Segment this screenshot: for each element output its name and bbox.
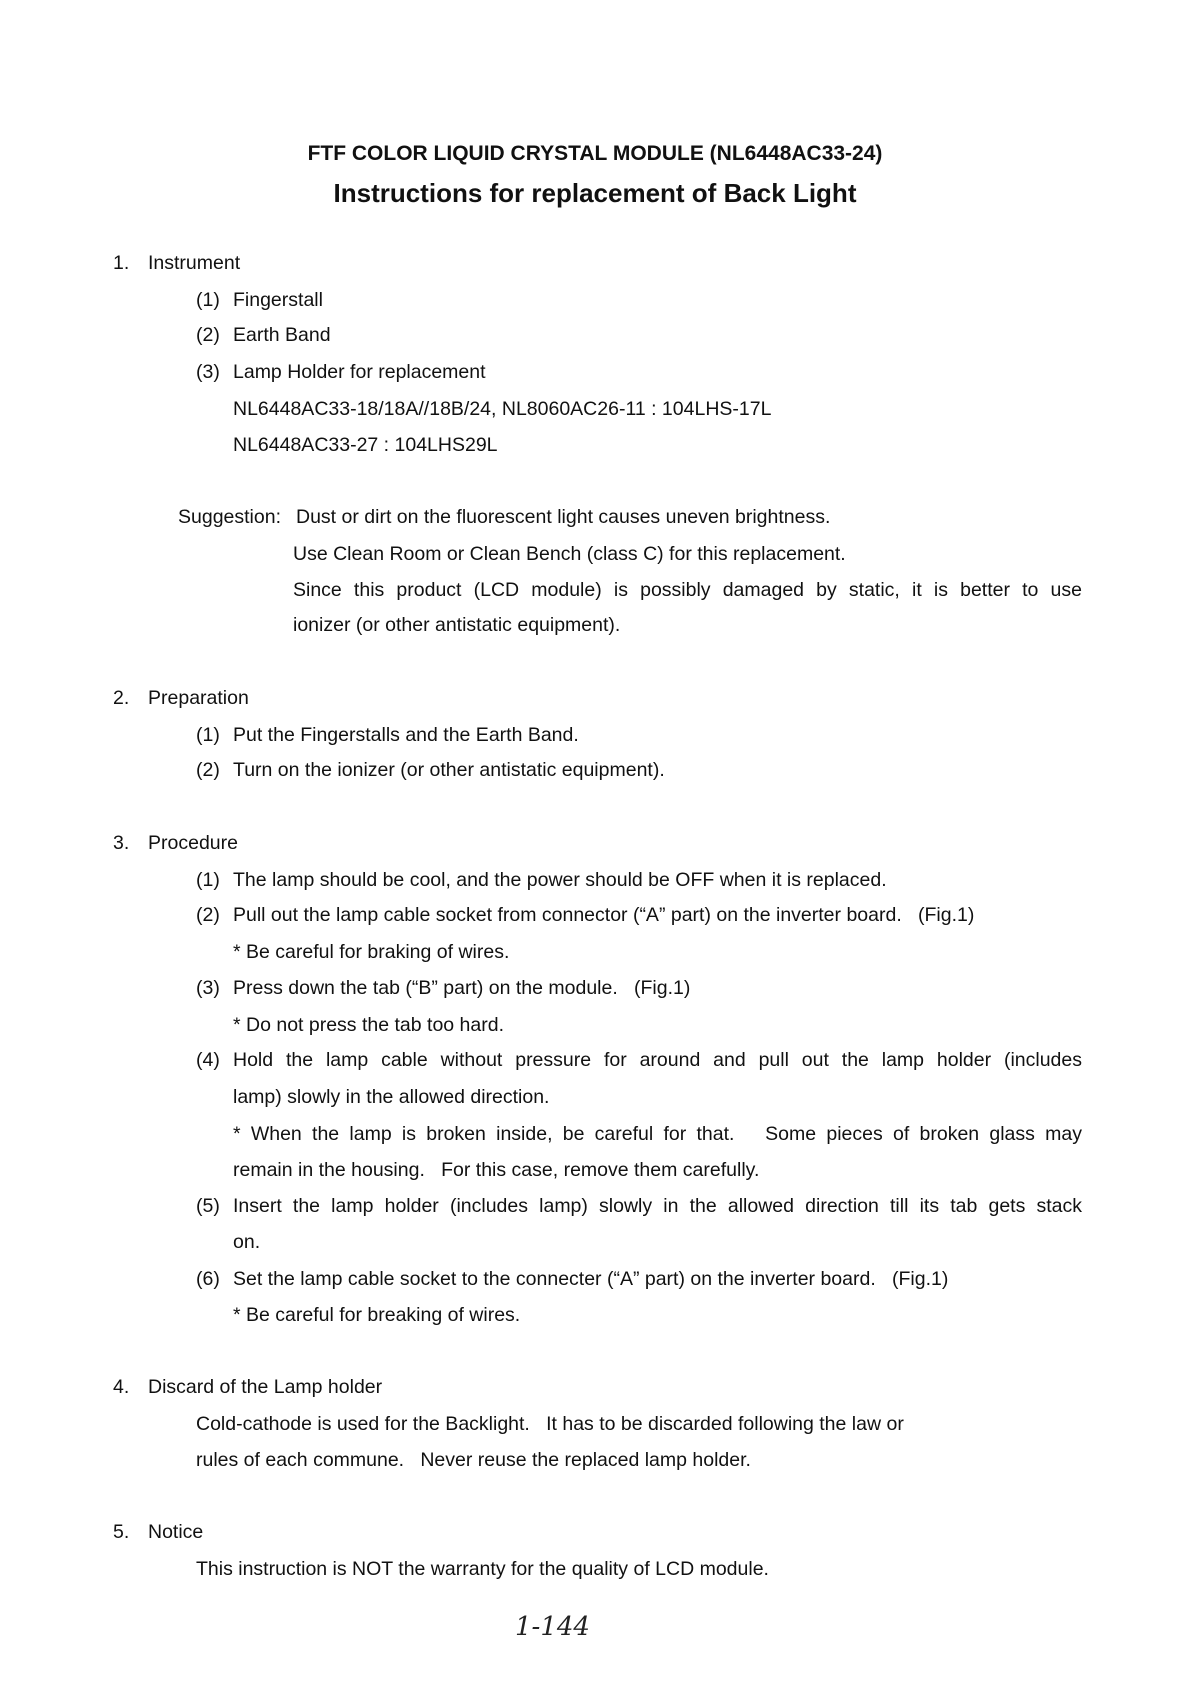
item-number: (1) xyxy=(196,289,220,311)
item-note: remain in the housing. For this case, remove them carefully. xyxy=(233,1159,760,1181)
suggestion-line: Dust or dirt on the fluorescent light causes uneven brightness. xyxy=(296,506,831,528)
document-subtitle: Instructions for replacement of Back Light xyxy=(333,178,857,208)
item-note: * Be careful for braking of wires. xyxy=(233,941,510,963)
item-number: (3) xyxy=(196,977,220,999)
item-text: Lamp Holder for replacement xyxy=(233,361,486,383)
body-line: rules of each commune. Never reuse the replaced lamp holder. xyxy=(196,1449,751,1471)
item-text: Set the lamp cable socket to the connecter (“A” part) on the inverter board. (Fig.1) xyxy=(233,1268,949,1290)
item-continuation: lamp) slowly in the allowed direction. xyxy=(233,1086,550,1108)
section-number: 5. xyxy=(113,1521,130,1543)
holder-line: NL6448AC33-18/18A//18B/24, NL8060AC26-11 : 104LHS-17L xyxy=(233,398,772,420)
item-text: Turn on the ionizer (or other antistatic equipment). xyxy=(233,759,665,781)
item-continuation: on. xyxy=(233,1231,261,1253)
item-number: (2) xyxy=(196,904,220,926)
body-line: Cold-cathode is used for the Backlight. It has to be discarded following the law or xyxy=(196,1413,904,1435)
suggestion-line: Use Clean Room or Clean Bench (class C) for this replacement. xyxy=(293,543,846,565)
section-heading: Procedure xyxy=(148,832,238,854)
item-text: Insert the lamp holder (includes lamp) slowly in the allowed direction till its tab gets stack xyxy=(233,1195,1082,1217)
section-number: 4. xyxy=(113,1376,130,1398)
body-line: This instruction is NOT the warranty for the quality of LCD module. xyxy=(196,1558,769,1580)
item-text: Put the Fingerstalls and the Earth Band. xyxy=(233,724,579,746)
section-number: 2. xyxy=(113,687,130,709)
section-number: 1. xyxy=(113,252,130,274)
item-note: * When the lamp is broken inside, be careful for that. Some pieces of broken glass may xyxy=(233,1123,1082,1145)
item-text: Hold the lamp cable without pressure for around and pull out the lamp holder (includes xyxy=(233,1049,1082,1071)
document-title: FTF COLOR LIQUID CRYSTAL MODULE (NL6448AC33-24) xyxy=(307,142,883,165)
item-text: Fingerstall xyxy=(233,289,323,311)
section-heading: Instrument xyxy=(148,252,241,274)
item-number: (1) xyxy=(196,869,220,891)
item-text: Earth Band xyxy=(233,324,331,346)
item-number: (4) xyxy=(196,1049,220,1071)
item-text: The lamp should be cool, and the power should be OFF when it is replaced. xyxy=(233,869,887,891)
section-heading: Discard of the Lamp holder xyxy=(148,1376,383,1398)
suggestion-line: Since this product (LCD module) is possibly damaged by static, it is better to use xyxy=(293,579,1082,601)
item-note: * Be careful for breaking of wires. xyxy=(233,1304,521,1326)
item-number: (3) xyxy=(196,361,220,383)
item-text: Pull out the lamp cable socket from connector (“A” part) on the inverter board. (Fig.1) xyxy=(233,904,975,926)
section-number: 3. xyxy=(113,832,130,854)
section-heading: Preparation xyxy=(148,687,249,709)
item-number: (5) xyxy=(196,1195,220,1217)
holder-line: NL6448AC33-27 : 104LHS29L xyxy=(233,434,498,456)
suggestion-label: Suggestion: xyxy=(178,506,281,528)
suggestion-line: ionizer (or other antistatic equipment). xyxy=(293,614,621,636)
item-note: * Do not press the tab too hard. xyxy=(233,1014,505,1036)
item-number: (6) xyxy=(196,1268,220,1290)
item-number: (1) xyxy=(196,724,220,746)
item-text: Press down the tab (“B” part) on the module. (Fig.1) xyxy=(233,977,691,999)
handwritten-page-number: 1-144 xyxy=(515,1612,590,1642)
item-number: (2) xyxy=(196,759,220,781)
section-heading: Notice xyxy=(148,1521,204,1543)
item-number: (2) xyxy=(196,324,220,346)
